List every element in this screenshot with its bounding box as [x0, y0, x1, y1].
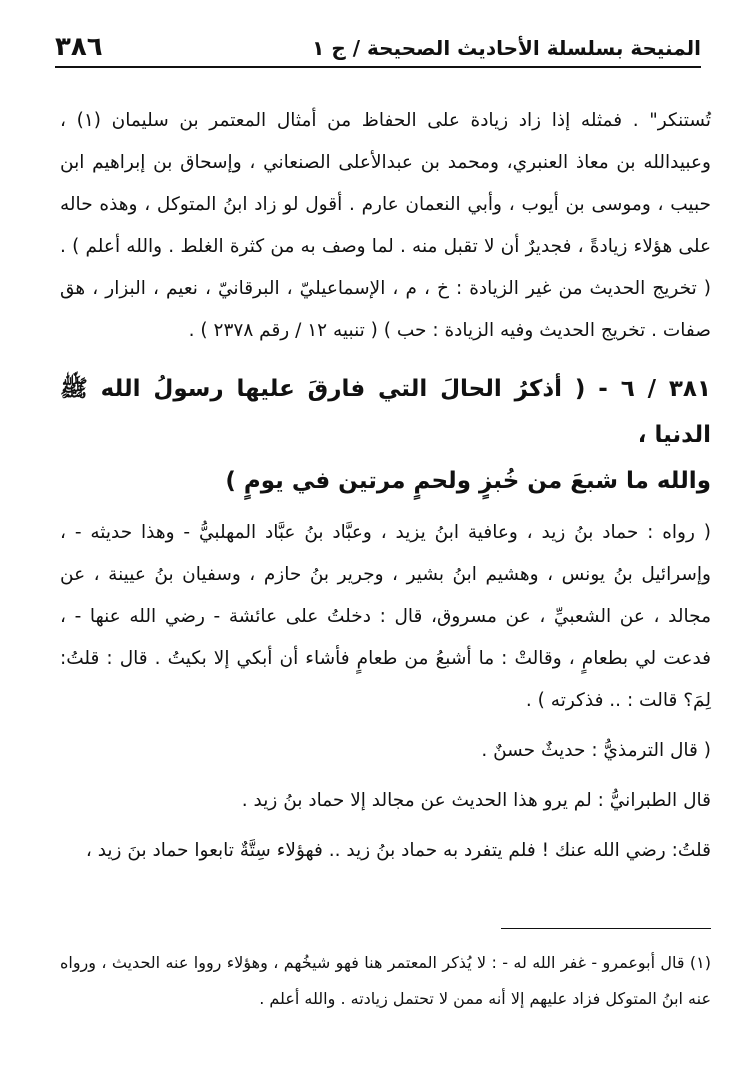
hadith-title-line: والله ما شبعَ من خُبزٍ ولحمٍ مرتين في يومٍ )	[225, 468, 711, 494]
hadith-title-line: ٣٨١ / ٦ - ( أذكرُ الحالَ التي فارقَ عليها رسولُ الله ﷺ الدنيا ،	[60, 376, 711, 448]
hadith-title	[60, 366, 711, 504]
paragraph: تُستنكر" . فمثله إذا زاد زيادة على الحفاظ من أمثال المعتمر بن سليمان (١) ، وعبيدالله بن معاذ العنبري، ومحمد بن عبدالأعلى الصنعاني ، وإسحاق بن إبراهيم ابن حبيب ، وموسى بن أيوب ، وأبي النعمان عارم . أقول لو زاد ابنُ المتوكل ، وهذه حاله على هؤلاء زيادةً ، فجديرٌ أن لا تقبل منه . لما وصف به من كثرة الغلط . والله أعلم ) . ( تخريج الحديث من غير الزيادة : خ ، م ، الإسماعيليّ ، البرقانيّ ، نعيم ، البزار ، هق صفات . تخريج الحديث وفيه الزيادة : حب ) ( تنبيه ١٢ / رقم ٢٣٧٨ ) .	[60, 110, 711, 341]
main-text	[60, 100, 711, 872]
paragraph: ( رواه : حماد بنُ زيد ، وعافية ابنُ يزيد ، وعبَّاد بنُ عبَّاد المهلبيُّ - وهذا حديثه - ، وإسرائيل بنُ يونس ، وهشيم ابنُ بشير ، وجرير بنُ حازم ، وسفيان بنُ عيينة ، عن مجالد ، عن الشعبيِّ ، عن مسروق، قال : دخلتُ على عائشة - رضي الله عنها - ، فدعت لي بطعامٍ ، وقالتْ : ما أشبعُ من طعامٍ فأشاء أن أبكي إلا بكيتُ . قال : قلتُ: لِمَ؟ قالت : .. فذكرته ) .	[60, 522, 711, 711]
footnotes	[60, 945, 711, 1017]
footnote-divider	[501, 928, 711, 929]
page-number: ٣٨٦	[55, 32, 103, 62]
paragraph: قلتُ: رضي الله عنك ! فلم يتفرد به حماد بنُ زيد .. فهؤلاء سِتَّةٌ تابعوا حماد بنَ زيد ،	[85, 840, 711, 861]
running-title: المنيحة بسلسلة الأحاديث الصحيحة / ج ١	[312, 36, 701, 60]
page-header	[55, 32, 701, 68]
paragraph: ( قال الترمذيُّ : حديثٌ حسنٌ .	[481, 740, 711, 761]
paragraph: قال الطبرانيُّ : لم يرو هذا الحديث عن مجالد إلا حماد بنُ زيد .	[241, 790, 711, 811]
footnote: (١) قال أبوعمرو - غفر الله له - : لا يُذكر المعتمر هنا فهو شيخُهم ، وهؤلاء رووا عنه الحديث ، ورواه عنه ابنُ المتوكل فزاد عليهم إلا أنه ممن لا تحتمل زيادته . والله أعلم .	[60, 953, 711, 1008]
